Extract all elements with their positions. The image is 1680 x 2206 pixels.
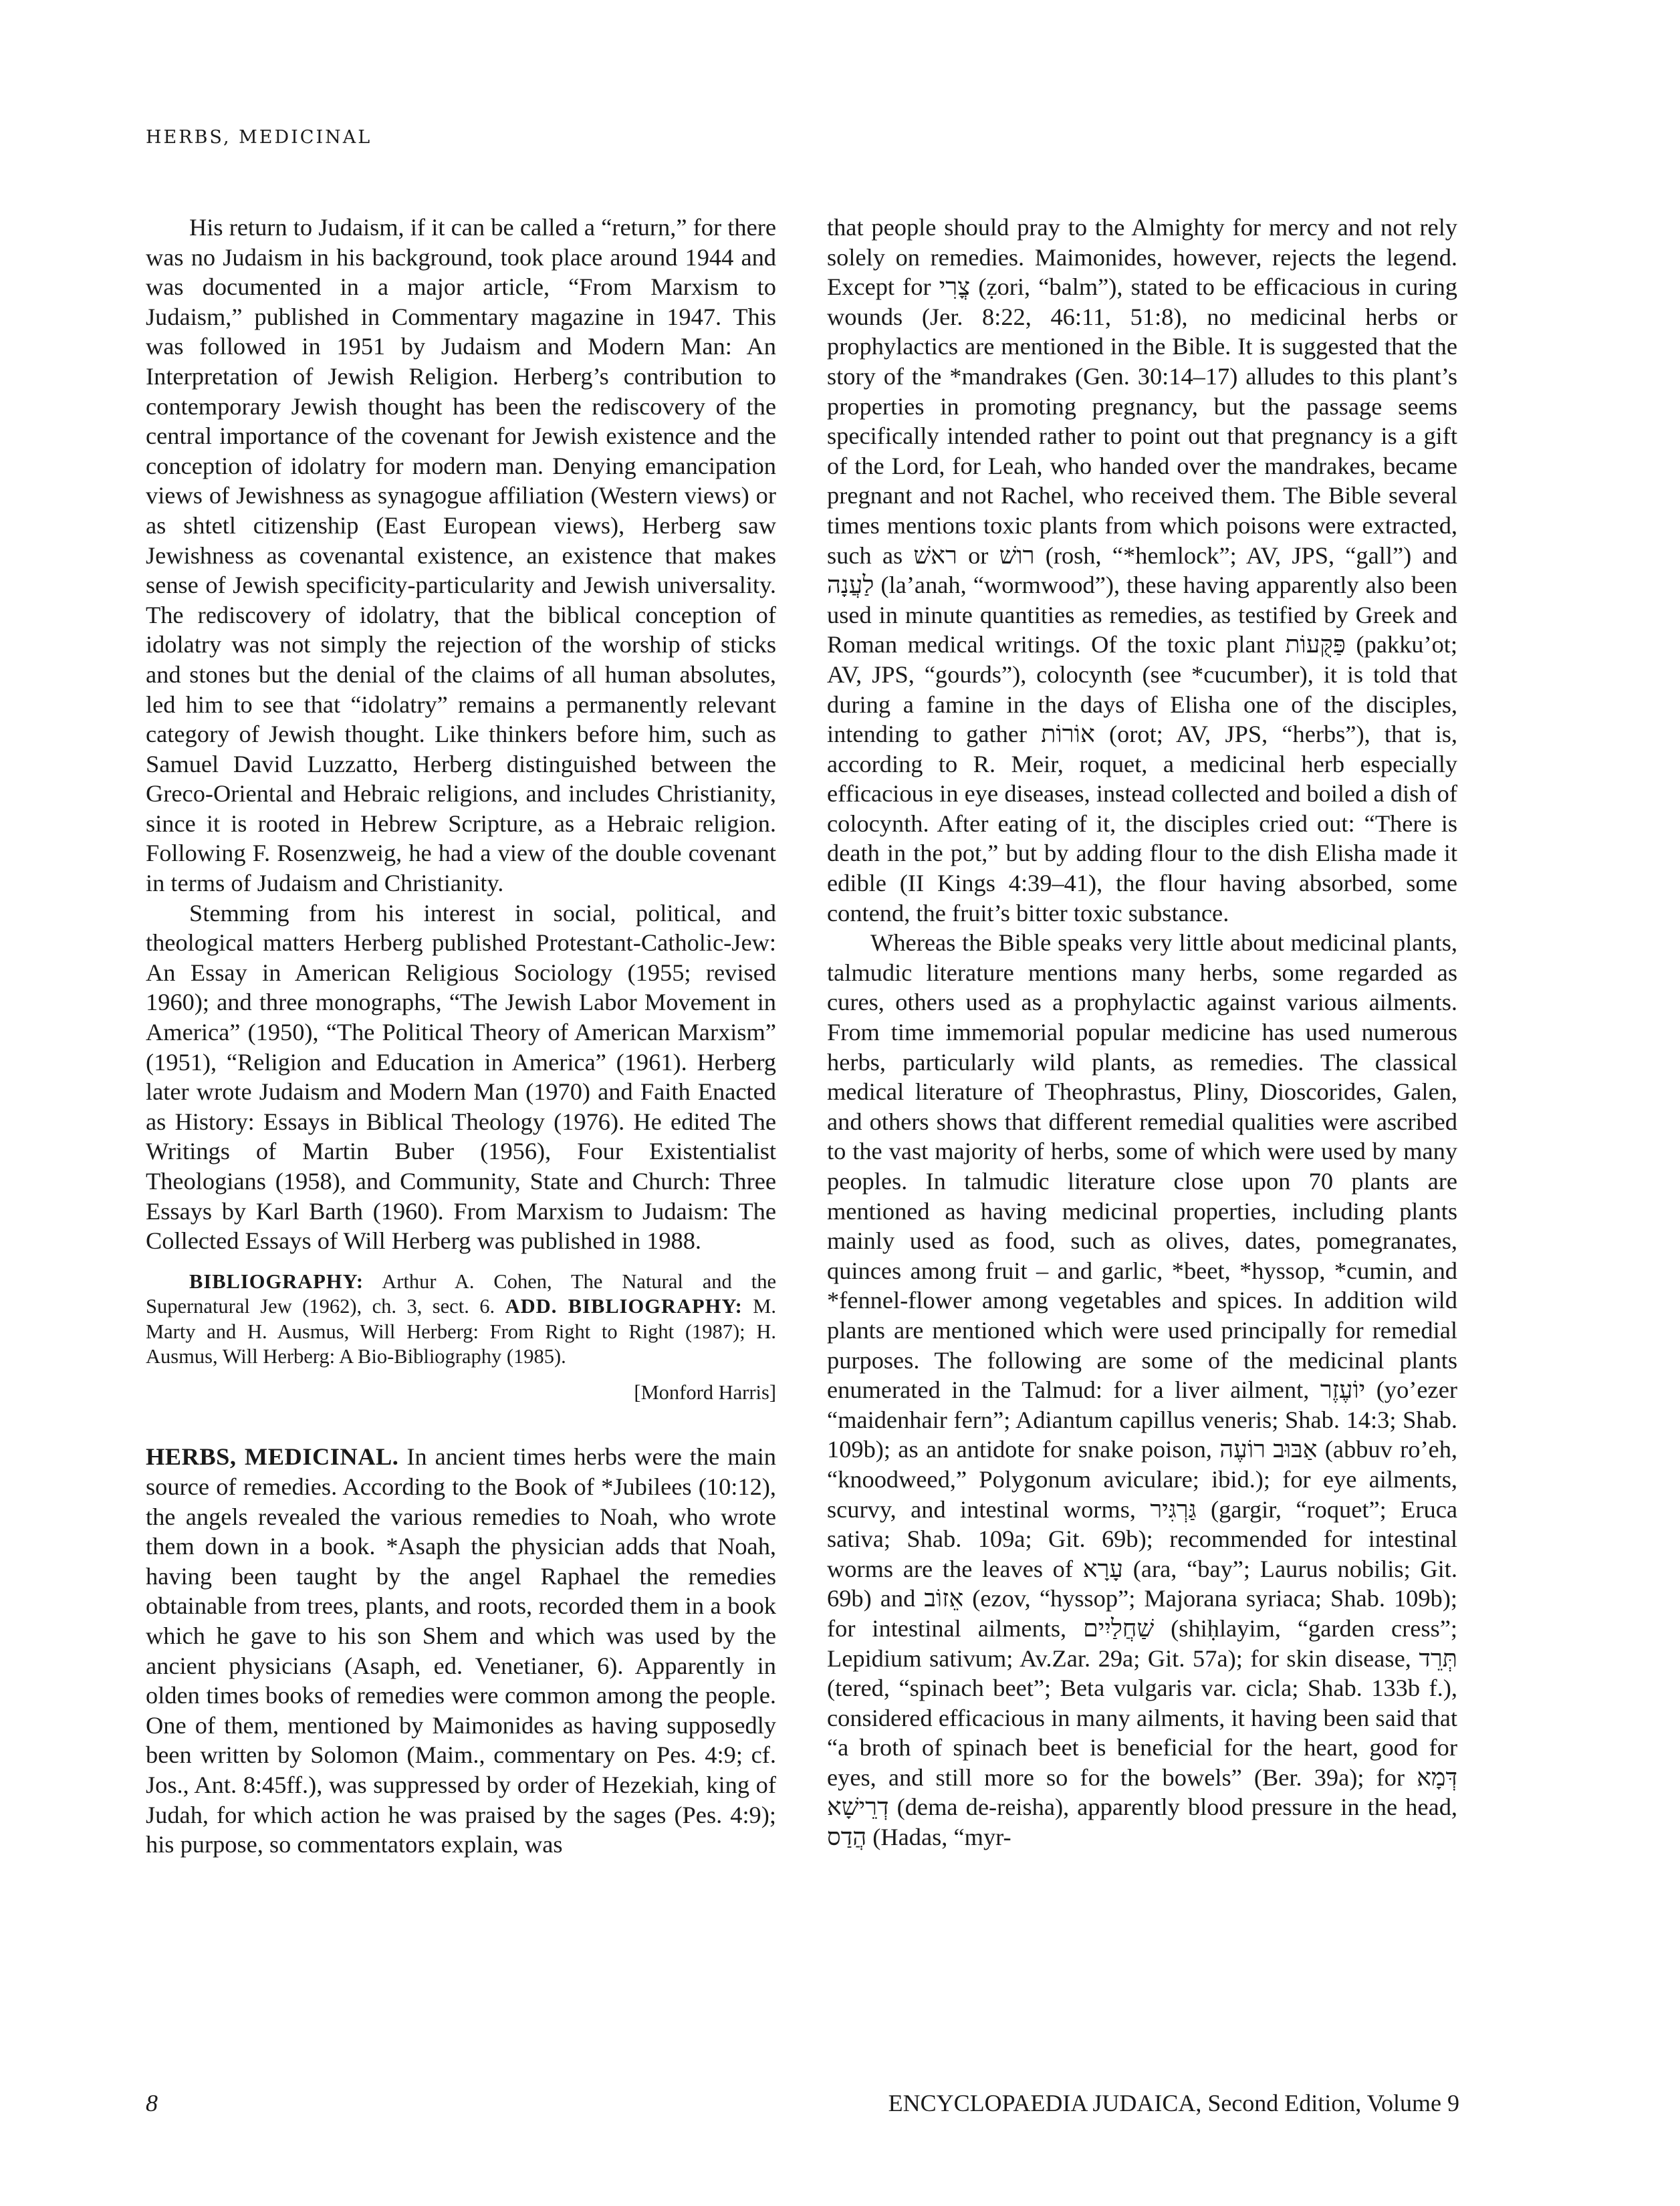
bibliography (146, 1269, 776, 1370)
left-column (146, 213, 776, 1860)
paragraph: Whereas the Bible speaks very little about medicinal plants, talmudic literature mentions many herbs, some regarded as cures, others used as a prophylactic against various ailments. From time immemorial popular medicine has used numerous herbs, particularly wild plants, as remedies. The classical medical literature of Theophrastus, Pliny, Dioscorides, Galen, and others shows that different remedial qualities were ascribed to the vast majority of herbs, some of which were used by many peoples. In talmudic literature close upon 70 plants are mentioned as having medicinal properties, including plants mainly used as food, such as olives, dates, pomegranates, quinces among fruit – and garlic, *beet, *hyssop, *cumin, and *fennel-flower among vegetables and spices. In addition wild plants are mentioned which were used principally for remedial purposes. The following are some of the medicinal plants enumerated in the Talmud: for a liver ailment, יוֹעֶזֶר (yo’ezer “maidenhair fern”; Adiantum capillus veneris; Shab. 14:3; Shab. 109b); as an antidote for snake poison, אַבּוּב רוֹעֶה (abbuv ro’eh, “knoodweed,” Polygonum aviculare; ibid.); for eye ailments, scurvy, and intestinal worms, גַּרְגִּיר (gargir, “roquet”; Eruca sativa; Shab. 109a; Git. 69b); recommended for intestinal worms are the leaves of עָרָא (ara, “bay”; Laurus nobilis; Git. 69b) and אֵזוֹב (ezov, “hyssop”; Majorana syriaca; Shab. 109b); for intestinal ailments, שַׁחֲלַיִים (shiḥlayim, “garden cress”; Lepidium sativum; Av.Zar. 29a; Git. 57a); for skin disease, תְּרֵד (tered, “spinach beet”; Beta vulgaris var. cicla; Shab. 133b f.), considered efficacious in many ailments, it having been said that “a broth of spinach beet is beneficial for the heart, good for eyes, and still more so for the bowels” (Ber. 39a); for דְּמָא דְרֵישָׁא (dema de-reisha), apparently blood pressure in the head, הֲדַס (Hadas, “myr- (827, 929, 1458, 1851)
add-bibliography-text: M. Marty and H. Ausmus, Will Herberg: From Right to Right (1987); H. Ausmus, Will Herberg: A Bio-Bibliography (1985). (146, 1295, 776, 1368)
entry-paragraph (146, 1442, 776, 1859)
paragraph: Stemming from his interest in social, political, and theological matters Herberg published Protestant-Catholic-Jew: An Essay in American Religious Sociology (1955; revised 1960); and three monographs, “The Jewish Labor Movement in America” (1950), “The Political Theory of American Marxism” (1951), “Religion and Education in America” (1961). Herberg later wrote Judaism and Modern Man (1970) and Faith Enacted as History: Essays in Biblical Theology (1976). He edited The Writings of Martin Buber (1956), Four Existentialist Theologians (1958), and Community, State and Church: Three Essays by Karl Barth (1960). From Marxism to Judaism: The Collected Essays of Will Herberg was published in 1988. (146, 899, 776, 1255)
page-number: 8 (146, 2090, 158, 2116)
paragraph: that people should pray to the Almighty for mercy and not rely solely on remedies. Maimonides, however, rejects the legend. Except for צֳרִי (ẓori, “balm”), stated to be efficacious in curing wounds (Jer. 8:22, 46:11, 51:8), no medicinal herbs or prophylactics are mentioned in the Bible. It is suggested that the story of the *mandrakes (Gen. 30:14–17) alludes to this plant’s properties in promoting pregnancy, but the passage seems specifically intended rather to point out that pregnancy is a gift of the Lord, for Leah, who handed over the mandrakes, became pregnant and not Rachel, who received them. The Bible several times mentions toxic plants from which poisons were extracted, such as ראשׁ or רושׁ (rosh, “*hemlock”; AV, JPS, “gall”) and לַעֲנָה (la’anah, “wormwood”), these having apparently also been used in minute quantities as remedies, as testified by Greek and Roman medical writings. Of the toxic plant פַּקֻּעוֹת (pakku’ot; AV, JPS, “gourds”), colocynth (see *cucumber), it is told that during a famine in the days of Elisha one of the disciples, intending to gather אוֹרוֹת (orot; AV, JPS, “herbs”), that is, according to R. Meir, roquet, a medicinal herb especially efficacious in eye diseases, instead collected and boiled a dish of colocynth. After eating of it, the disciples cried out: “There is death in the pot,” but by adding flour to the dish Elisha made it edible (II Kings 4:39–41), the flour having absorbed, some contend, the fruit’s bitter toxic substance. (827, 214, 1458, 927)
publication-footer: ENCYCLOPAEDIA JUDAICA, Second Edition, Volume 9 (888, 2090, 1459, 2116)
author-signature: [Monford Harris] (634, 1380, 776, 1404)
entry-heading: HERBS, MEDICINAL. (146, 1443, 399, 1471)
bibliography-text: Arthur A. Cohen, The Natural and the Supernatural Jew (1962), ch. 3, sect. 6. (146, 1269, 776, 1318)
paragraph: His return to Judaism, if it can be called a “return,” for there was no Judaism in his background, took place around 1944 and was documented in a major article, “From Marxism to Judaism,” published in Commentary magazine in 1947. This was followed in 1951 by Judaism and Modern Man: An Interpretation of Jewish Religion. Herberg’s contribution to contemporary Jewish thought has been the rediscovery of the central importance of the covenant for Jewish existence and the conception of idolatry for modern man. Denying emancipation views of Jewishness as synagogue affiliation (Western views) or as shtetl citizenship (East European views), Herberg saw Jewishness as covenantal existence, an existence that makes sense of Jewish specificity-particularity and Jewish universality. The rediscovery of idolatry, that the biblical conception of idolatry was not simply the rejection of the worship of sticks and stones but the denial of the claims of all human absolutes, led him to see that “idolatry” remains a permanently relevant category of Jewish thought. Like thinkers before him, such as Samuel David Luzzatto, Herberg distinguished between the Greco-Oriental and Hebraic religions, and includes Christianity, since it is rooted in Hebrew Scripture, as a Hebraic religion. Following F. Rosenzweig, he had a view of the double covenant in terms of Judaism and Christianity. (146, 214, 776, 897)
entry-text: In ancient times herbs were the main source of remedies. According to the Book of *Jubilees (10:12), the angels revealed the various remedies to Noah, who wrote them down in a book. *Asaph the physician adds that Noah, having been taught by the angel Raphael the remedies obtainable from trees, plants, and roots, recorded them in a book which he gave to his son Shem and which was used by the ancient physicians (Asaph, ed. Venetianer, 6). Apparently in olden times books of remedies were common among the people. One of them, mentioned by Maimonides as having supposedly been written by Solomon (Maim., commentary on Pes. 4:9; cf. Jos., Ant. 8:45ff.), was suppressed by order of Hezekiah, king of Judah, for which action he was praised by the sages (Pes. 4:9); his purpose, so commentators explain, was (146, 1443, 776, 1858)
right-column (827, 213, 1457, 1852)
bibliography-label: BIBLIOGRAPHY: (189, 1269, 364, 1293)
running-head: HERBS, MEDICINAL (146, 127, 372, 148)
add-bibliography-label: ADD. BIBLIOGRAPHY: (505, 1295, 743, 1318)
